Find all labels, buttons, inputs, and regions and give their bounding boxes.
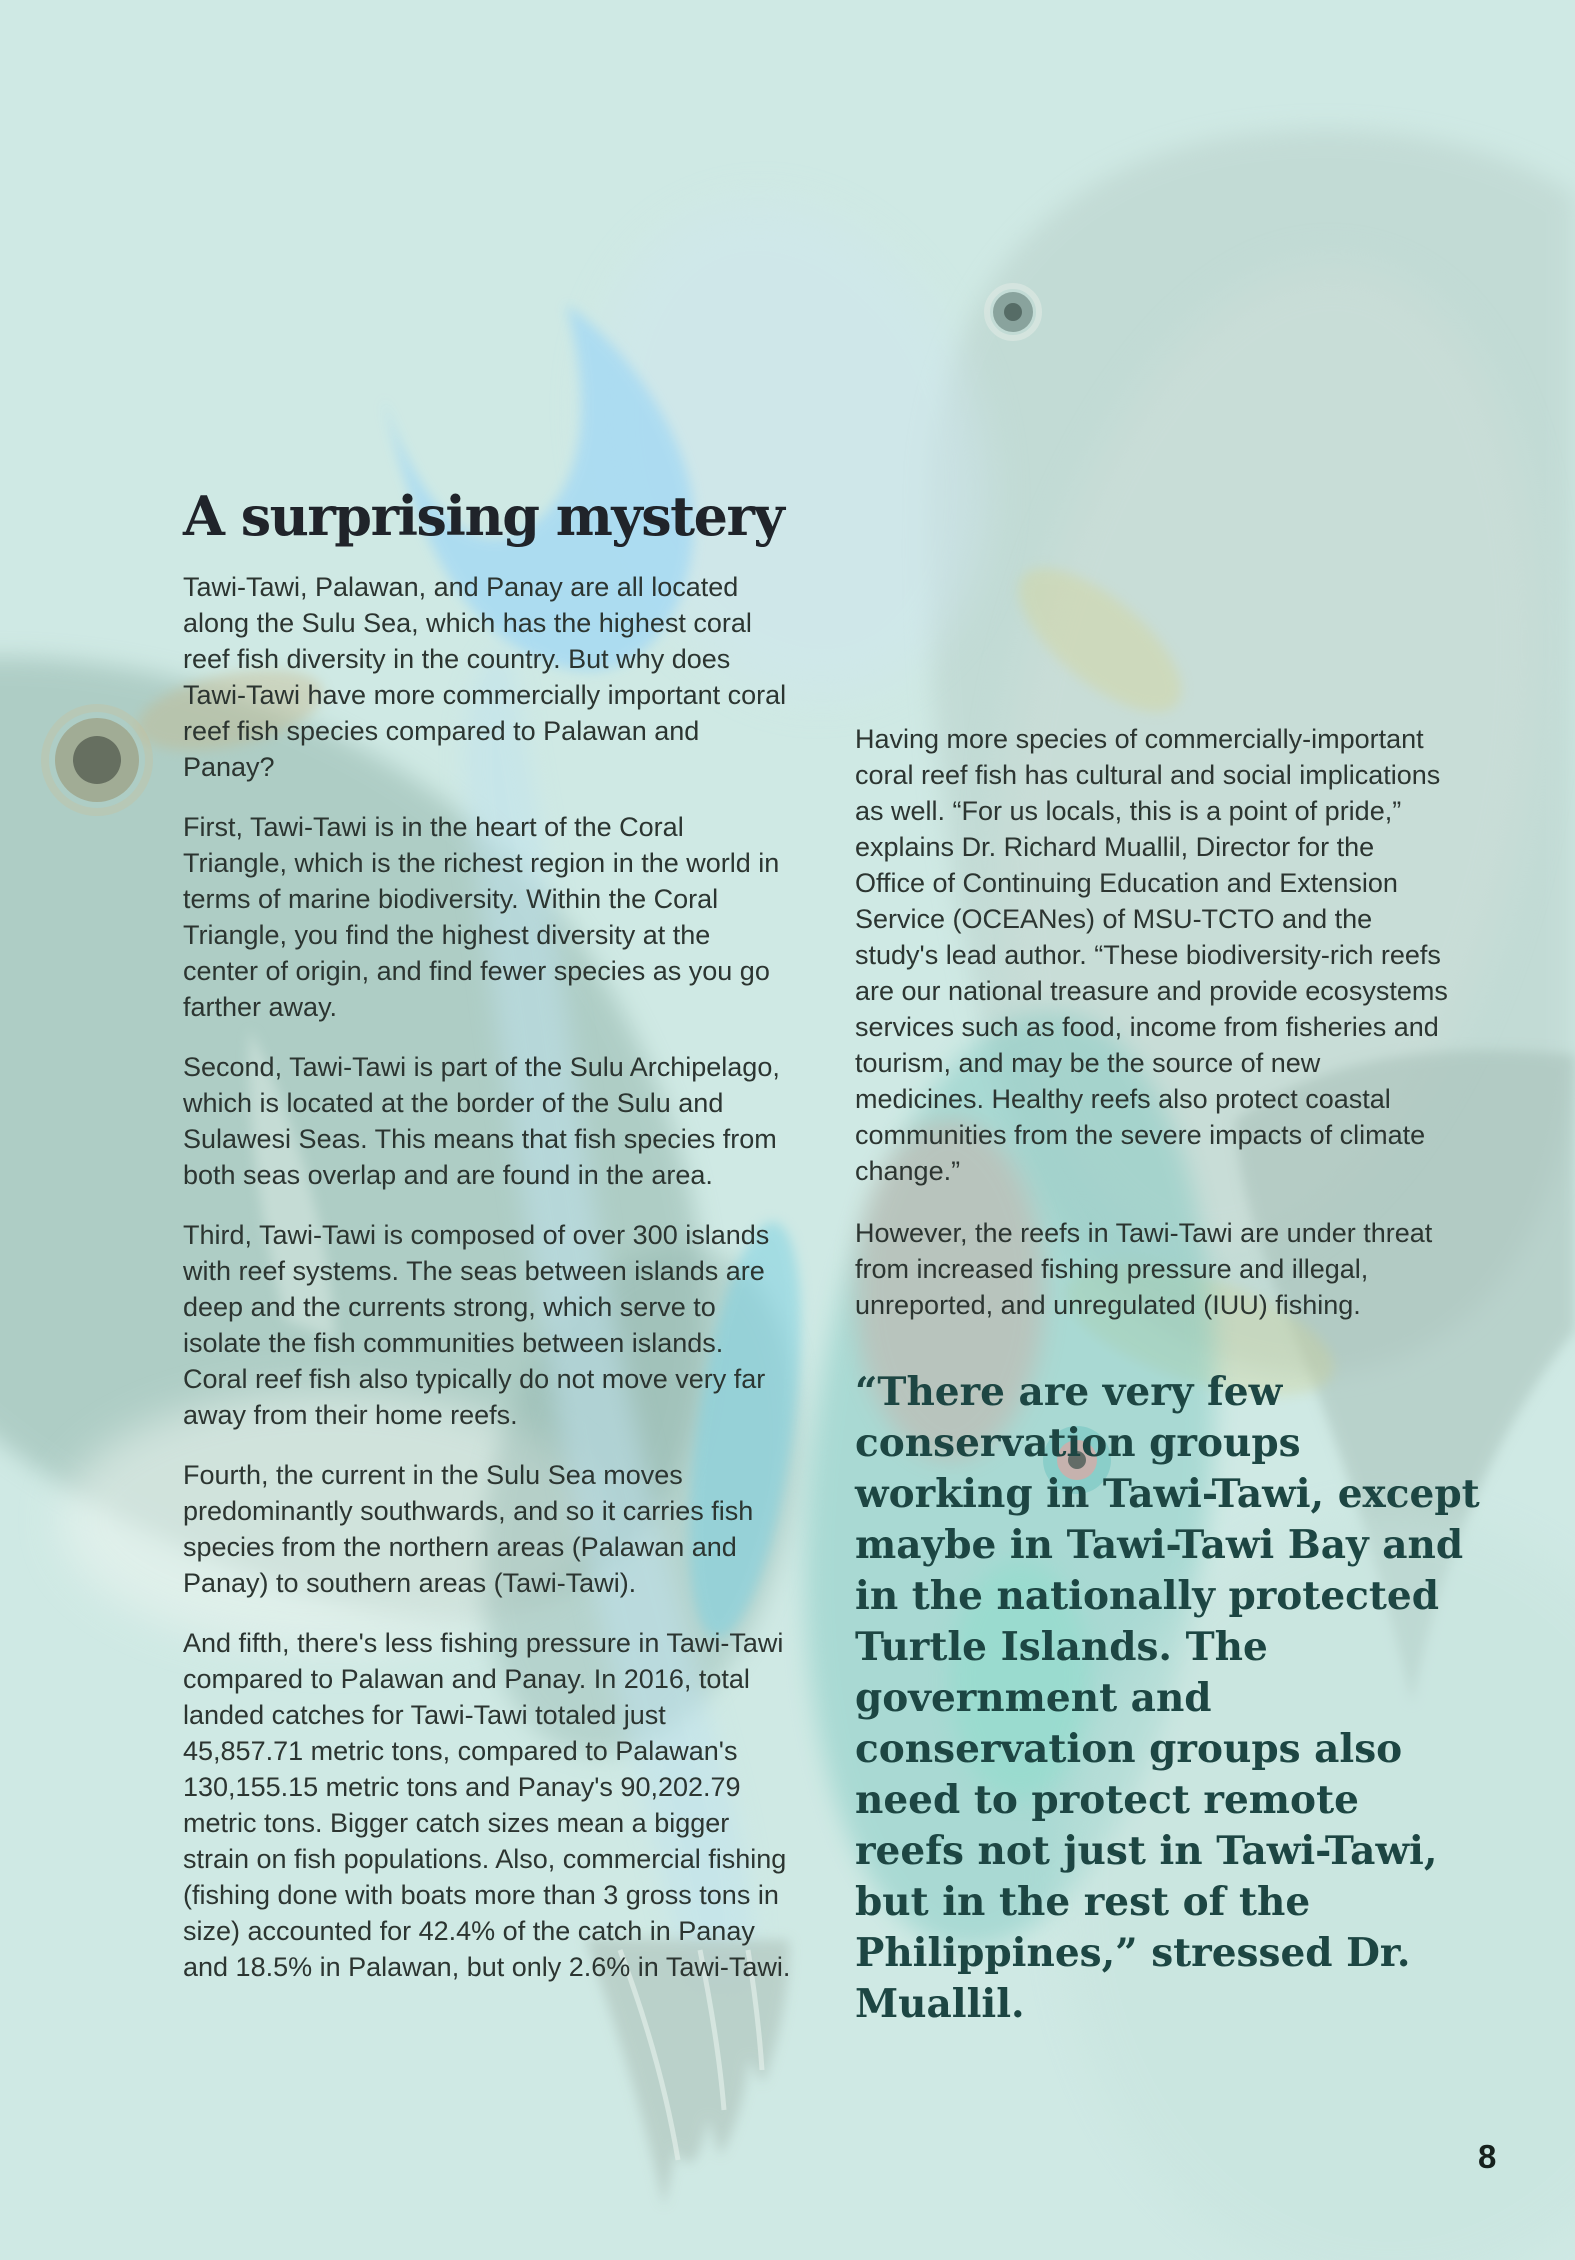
body-paragraph: However, the reefs in Tawi-Tawi are under threat from increased fishing pressure and illegal, unreported, and unregulated (IUU) fishing. — [855, 1218, 1433, 1320]
body-paragraph: First, Tawi-Tawi is in the heart of the Coral Triangle, which is the richest region in the world in terms of marine biodiversity. Within the Coral Triangle, you find the highest diversity at the center of origin, and find fewer species as you go farther away. — [183, 811, 780, 1022]
body-paragraph: Tawi-Tawi, Palawan, and Panay are all located along the Sulu Sea, which has the highest coral reef fish diversity in the country. But why does Tawi-Tawi have more commercially important coral reef fish species compared to Palawan and Panay? — [183, 571, 787, 782]
body-paragraph: Fourth, the current in the Sulu Sea moves predominantly southwards, and so it carries fish species from the northern areas (Palawan and Panay) to southern areas (Tawi-Tawi). — [183, 1459, 754, 1598]
left-column — [183, 484, 803, 2009]
body-paragraph: And fifth, there's less fishing pressure in Tawi-Tawi compared to Palawan and Panay. In 2016, total landed catches for Tawi-Tawi totaled just 45,857.71 metric tons, compared to Palawan's 130,155.15 metric tons and Panay's 90,202.79 metric tons. Bigger catch sizes mean a bigger strain on fish populations. Also, commercial fishing (fishing done with boats more than 3 gross tons in size) accounted for 42.4% of the catch in Panay and 18.5% in Palawan, but only 2.6% in Tawi-Tawi. — [183, 1627, 791, 1982]
article-title: A surprising mystery — [183, 484, 784, 548]
body-paragraph: Second, Tawi-Tawi is part of the Sulu Archipelago, which is located at the border of the Sulu and Sulawesi Seas. This means that fish species from both seas overlap and are found in the area. — [183, 1051, 780, 1190]
body-paragraph: Third, Tawi-Tawi is composed of over 300 islands with reef systems. The seas between islands are deep and the currents strong, which serve to isolate the fish communities between islands. Coral reef fish also typically do not move very far away from their home reefs. — [183, 1219, 770, 1430]
body-paragraph: Having more species of commercially-important coral reef fish has cultural and social implications as well. “For us locals, this is a point of pride,” explains Dr. Richard Muallil, Director for the Office of Continuing Education and Extension Service (OCEANes) of MSU-TCTO and the study's lead author. “These biodiversity-rich reefs are our national treasure and provide ecosystems services such as food, income from fisheries and tourism, and may be the source of new medicines. Healthy reefs also protect coastal communities from the severe impacts of climate change.” — [855, 724, 1448, 1186]
right-column — [855, 721, 1480, 2030]
page-number: 8 — [1478, 2138, 1497, 2175]
pull-quote: “There are very few conservation groups working in Tawi-Tawi, except maybe in Tawi-Tawi Bay and in the nationally protected Turtle Islands. The government and conservation groups also need to protect remote reefs not just in Tawi-Tawi, but in the rest of the Philippines,” stressed Dr. Muallil. — [855, 1369, 1480, 2027]
